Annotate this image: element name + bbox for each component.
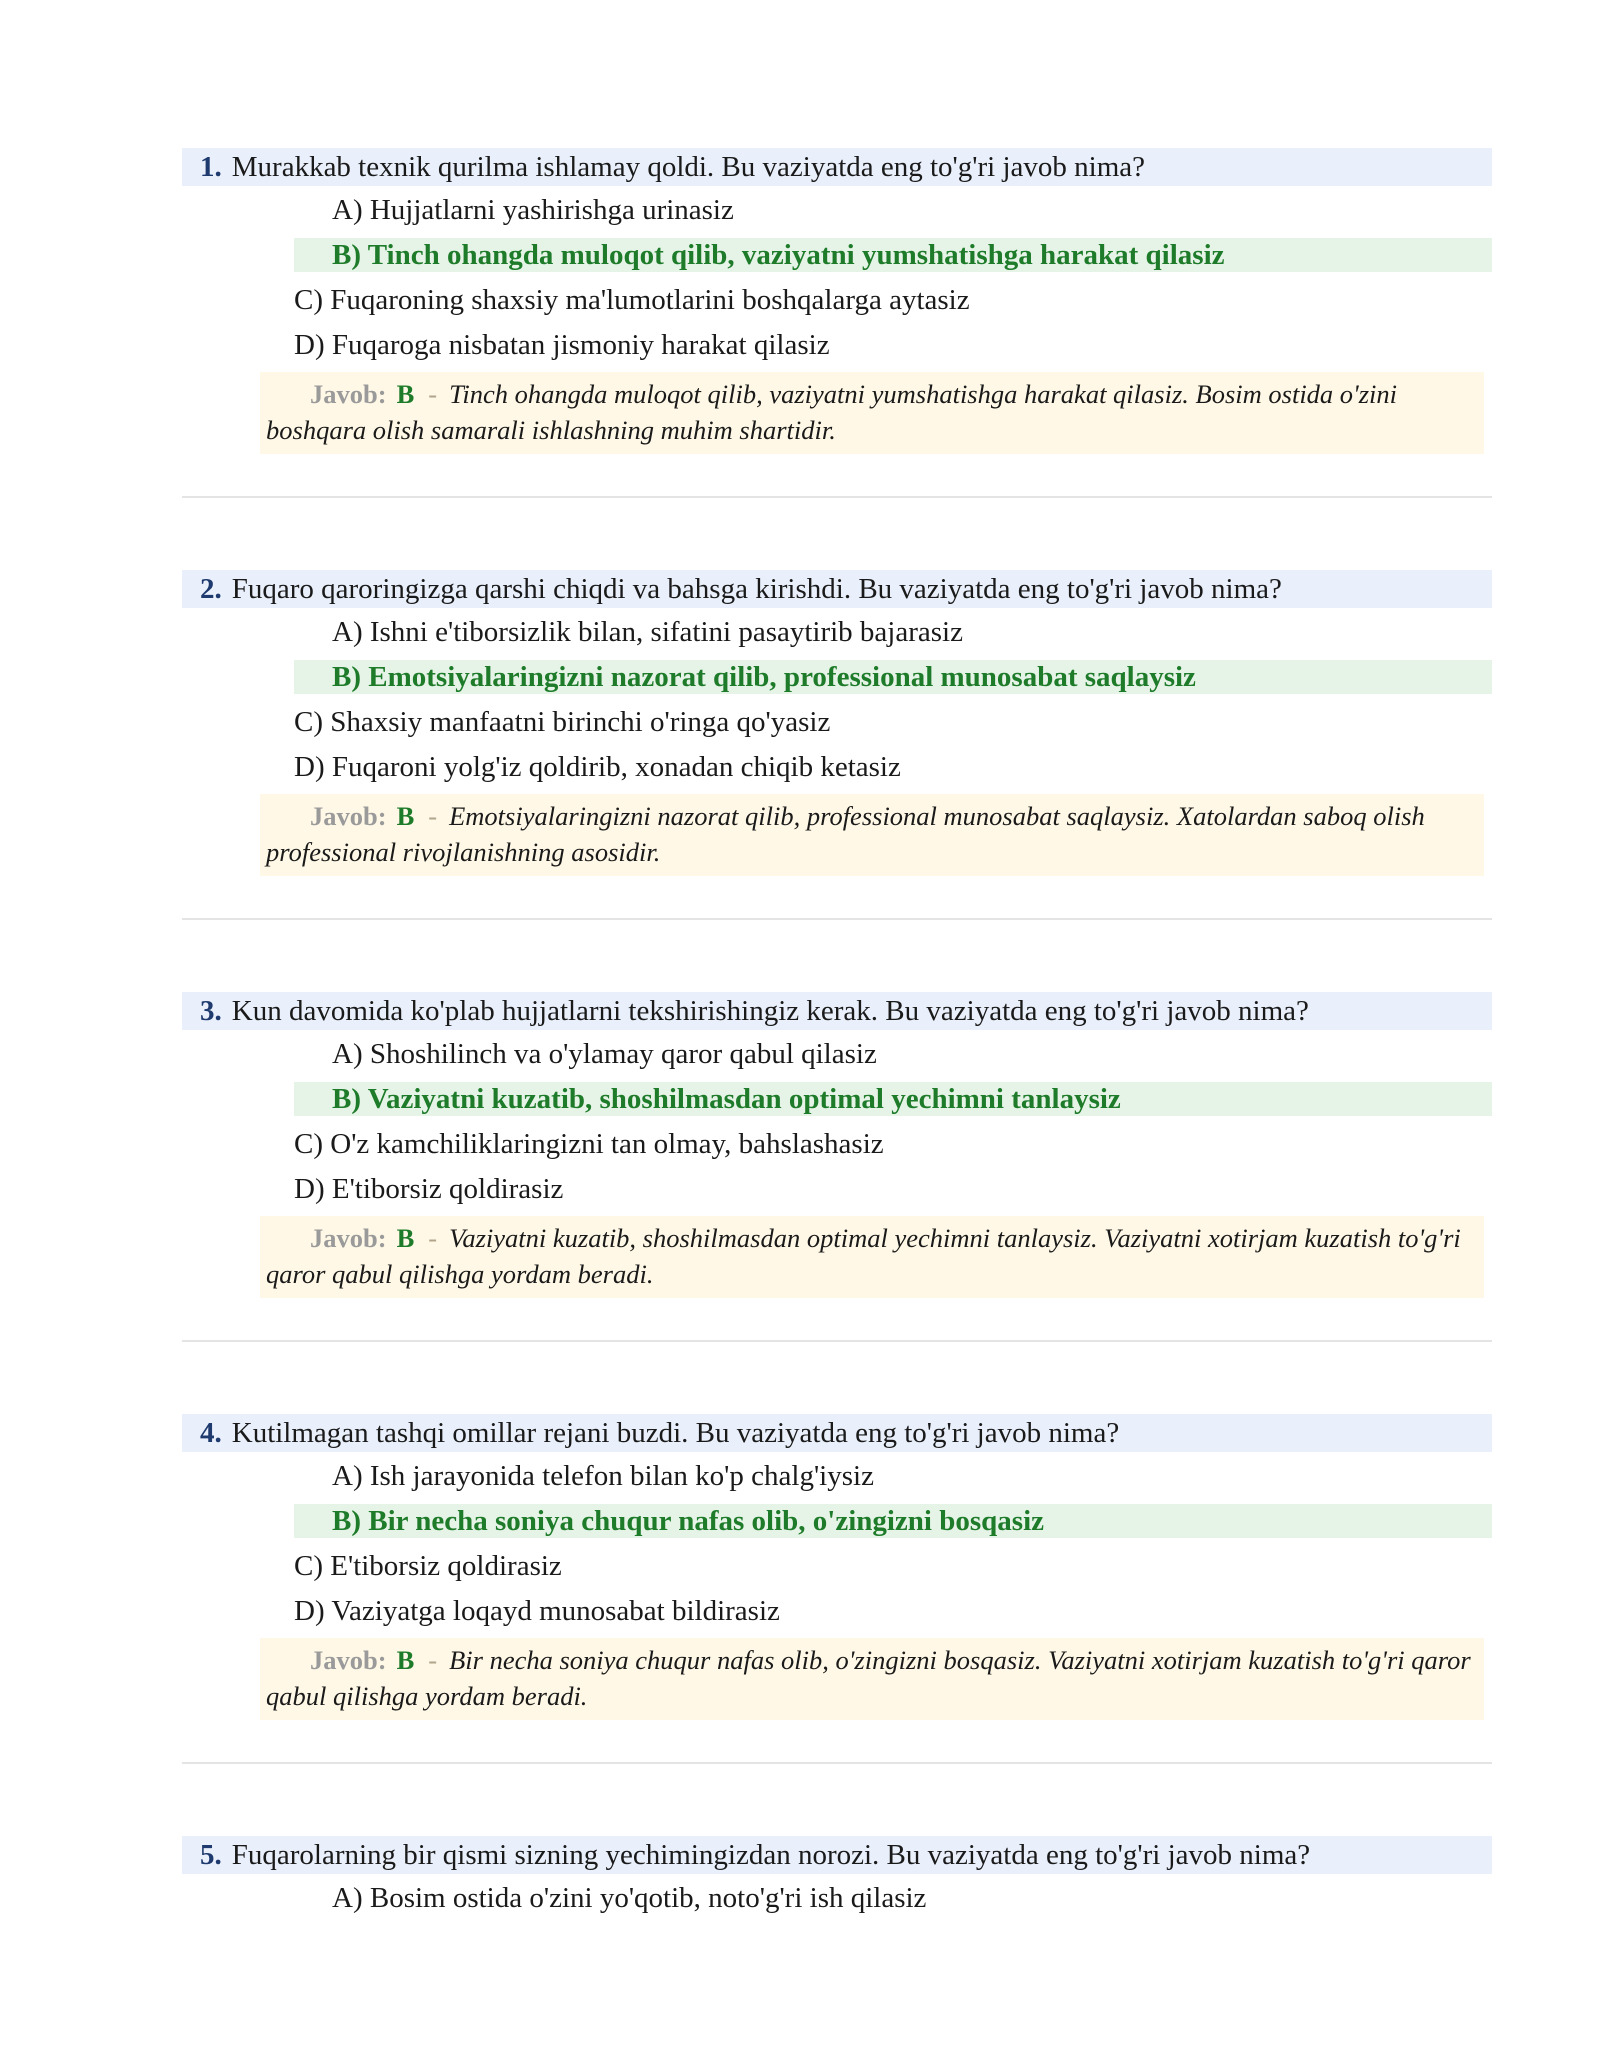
divider: [182, 1340, 1492, 1342]
answer-label: Javob:: [310, 801, 387, 831]
question-text: Fuqaro qaroringizga qarshi chiqdi va bahsga kirishdi. Bu vaziyatda eng to'g'ri javob nima?: [231, 573, 1282, 605]
answer-box: [260, 1216, 1484, 1298]
option-d: D) Vaziyatga loqayd munosabat bildirasiz: [294, 1595, 780, 1627]
question-5: [182, 1836, 1492, 1921]
option-d: D) E'tiborsiz qoldirasiz: [294, 1173, 564, 1205]
option-b-correct: B) Vaziyatni kuzatib, shoshilmasdan optimal yechimni tanlaysiz: [294, 1082, 1492, 1116]
question-number: 5.: [200, 1839, 222, 1871]
quiz-page: [182, 148, 1492, 1921]
option-d: D) Fuqaroga nisbatan jismoniy harakat qilasiz: [294, 329, 830, 361]
answer-separator: -: [428, 1223, 438, 1253]
question-header: [182, 1836, 1492, 1874]
option-a: A) Ish jarayonida telefon bilan ko'p chalg'iysiz: [332, 1460, 874, 1492]
question-text: Kun davomida ko'plab hujjatlarni tekshirishingiz kerak. Bu vaziyatda eng to'g'ri javob nima?: [231, 995, 1309, 1027]
answer-letter: B: [396, 1223, 415, 1253]
answer-letter: B: [396, 1645, 415, 1675]
option-a: A) Hujjatlarni yashirishga urinasiz: [332, 194, 734, 226]
option-b-correct: B) Bir necha soniya chuqur nafas olib, o'zingizni bosqasiz: [294, 1504, 1492, 1538]
answer-separator: -: [428, 379, 438, 409]
answer-label: Javob:: [310, 1223, 387, 1253]
option-a: A) Shoshilinch va o'ylamay qaror qabul qilasiz: [332, 1038, 877, 1070]
question-text: Kutilmagan tashqi omillar rejani buzdi. Bu vaziyatda eng to'g'ri javob nima?: [231, 1417, 1120, 1449]
question-number: 2.: [200, 573, 222, 605]
question-header: [182, 570, 1492, 608]
question-header: [182, 148, 1492, 186]
divider: [182, 1762, 1492, 1764]
question-number: 4.: [200, 1417, 222, 1449]
answer-separator: -: [428, 801, 438, 831]
question-text: Murakkab texnik qurilma ishlamay qoldi. Bu vaziyatda eng to'g'ri javob nima?: [231, 151, 1146, 183]
option-c: C) Shaxsiy manfaatni birinchi o'ringa qo'yasiz: [294, 706, 831, 738]
divider: [182, 496, 1492, 498]
question-1: [182, 148, 1492, 570]
answer-box: [260, 372, 1484, 454]
answer-letter: B: [396, 801, 415, 831]
answer-box: [260, 794, 1484, 876]
option-a: A) Bosim ostida o'zini yo'qotib, noto'g'ri ish qilasiz: [332, 1882, 927, 1914]
divider: [182, 918, 1492, 920]
question-text: Fuqarolarning bir qismi sizning yechimingizdan norozi. Bu vaziyatda eng to'g'ri javob nima?: [231, 1839, 1311, 1871]
option-d: D) Fuqaroni yolg'iz qoldirib, xonadan chiqib ketasiz: [294, 751, 901, 783]
answer-explanation: Tinch ohangda muloqot qilib, vaziyatni yumshatishga harakat qilasiz. Bosim ostida o'zini boshqara olish samarali ishlashning muhim shartidir.: [266, 379, 1398, 445]
question-number: 1.: [200, 151, 222, 183]
answer-label: Javob:: [310, 379, 387, 409]
answer-label: Javob:: [310, 1645, 387, 1675]
option-c: C) Fuqaroning shaxsiy ma'lumotlarini boshqalarga aytasiz: [294, 284, 970, 316]
question-3: [182, 992, 1492, 1414]
answer-explanation: Vaziyatni kuzatib, shoshilmasdan optimal yechimni tanlaysiz. Vaziyatni xotirjam kuzatish to'g'ri qaror qabul qilishga yordam beradi.: [266, 1223, 1461, 1289]
answer-explanation: Bir necha soniya chuqur nafas olib, o'zingizni bosqasiz. Vaziyatni xotirjam kuzatish to'g'ri qaror qabul qilishga yordam beradi.: [266, 1645, 1471, 1711]
answer-letter: B: [396, 379, 415, 409]
answer-explanation: Emotsiyalaringizni nazorat qilib, professional munosabat saqlaysiz. Xatolardan saboq olish professional rivojlanishning asosidir.: [266, 801, 1425, 867]
option-b-correct: B) Tinch ohangda muloqot qilib, vaziyatni yumshatishga harakat qilasiz: [294, 238, 1492, 272]
question-header: [182, 992, 1492, 1030]
option-c: C) O'z kamchiliklaringizni tan olmay, bahslashasiz: [294, 1128, 884, 1160]
question-2: [182, 570, 1492, 992]
answer-separator: -: [428, 1645, 438, 1675]
question-header: [182, 1414, 1492, 1452]
option-a: A) Ishni e'tiborsizlik bilan, sifatini pasaytirib bajarasiz: [332, 616, 963, 648]
question-4: [182, 1414, 1492, 1836]
answer-box: [260, 1638, 1484, 1720]
option-c: C) E'tiborsiz qoldirasiz: [294, 1550, 562, 1582]
question-number: 3.: [200, 995, 222, 1027]
option-b-correct: B) Emotsiyalaringizni nazorat qilib, professional munosabat saqlaysiz: [294, 660, 1492, 694]
